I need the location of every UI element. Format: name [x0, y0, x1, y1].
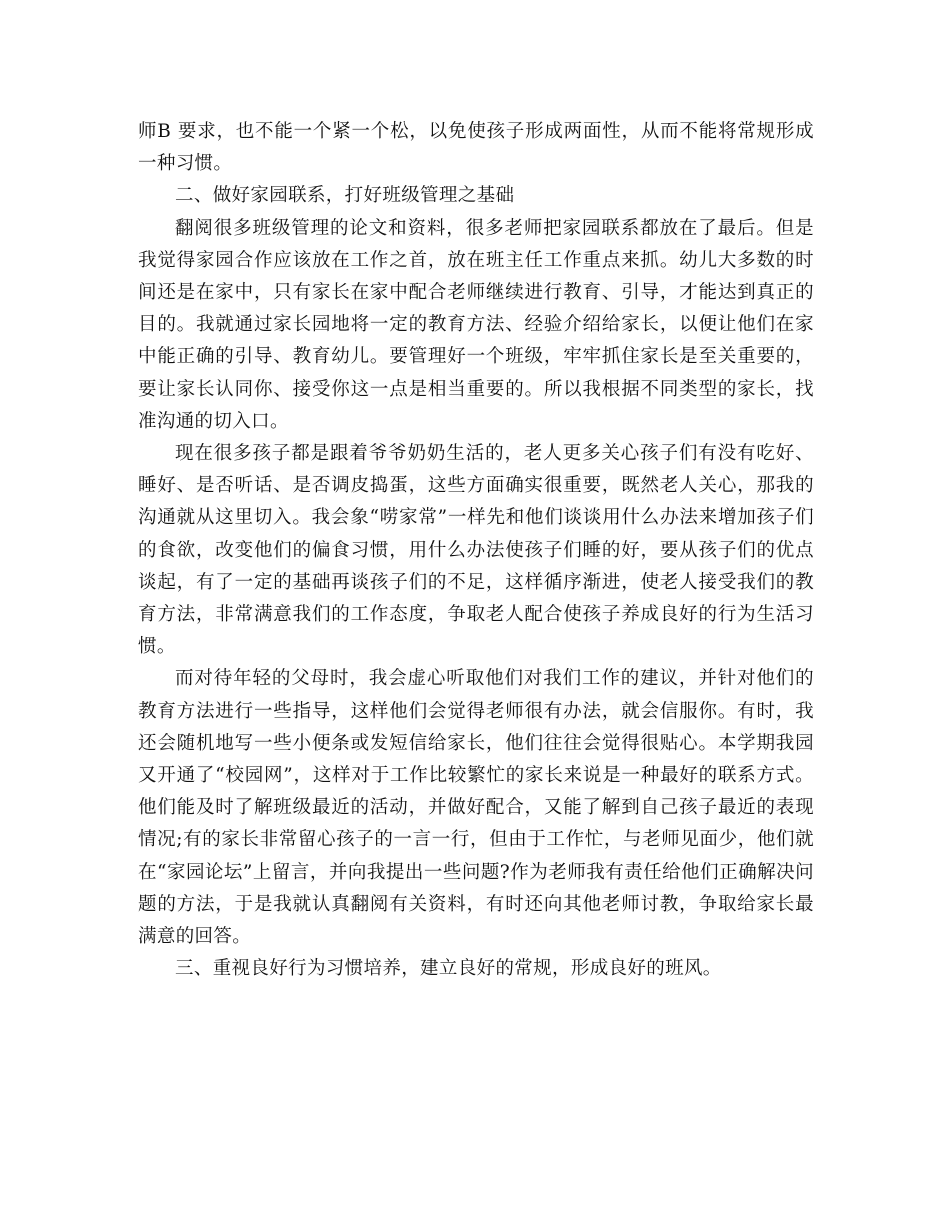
body-paragraph-2: 现在很多孩子都是跟着爷爷奶奶生活的，老人更多关心孩子们有没有吃好、睡好、是否听话、是否调皮捣蛋，这些方面确实很重要，既然老人关心，那我的沟通就从这里切入。我会象“唠家常”一样先和他们谈谈用什么办法来增加孩子们的食欲，改变他们的偏食习惯，用什么办法使孩子们睡的好，要从孩子们的优点谈起，有了一定的基础再谈孩子们的不足，这样循序渐进，使老人接受我们的教育方法，非常满意我们的工作态度，争取老人配合使孩子养成良好的行为生活习惯。: [138, 443, 814, 658]
body-paragraph-1: 翻阅很多班级管理的论文和资料，很多老师把家园联系都放在了最后。但是我觉得家园合作应该放在工作之首，放在班主任工作重点来抓。幼儿大多数的时间还是在家中，只有家长在家中配合老师继续进行教育、引导，才能达到真正的目的。我就通过家长园地将一定的教育方法、经验介绍给家长，以便让他们在家中能正确的引导、教育幼儿。要管理好一个班级，牢牢抓住家长是至关重要的，要让家长认同你、接受你这一点是相当重要的。所以我根据不同类型的家长，找准沟通的切入口。: [138, 217, 814, 432]
section-heading-2: 二、做好家园联系，打好班级管理之基础: [175, 185, 515, 207]
document-page: [138, 116, 814, 985]
body-paragraph-3: 而对待年轻的父母时，我会虚心听取他们对我们工作的建议，并针对他们的教育方法进行一些指导，这样他们会觉得老师很有办法，就会信服你。有时，我还会随机地写一些小便条或发短信给家长，他们往往会觉得很贴心。本学期我园又开通了“校园网”，这样对于工作比较繁忙的家长来说是一种最好的联系方式。他们能及时了解班级最近的活动，并做好配合，又能了解到自己孩子最近的表现情况;有的家长非常留心孩子的一言一行，但由于工作忙，与老师见面少，他们就在“家园论坛”上留言，并向我提出一些问题?作为老师我有责任给他们正确解决问题的方法，于是我就认真翻阅有关资料，有时还向其他老师讨教，争取给家长最满意的回答。: [138, 668, 814, 948]
section-heading-3: 三、重视良好行为习惯培养，建立良好的常规，形成良好的班风。: [175, 958, 722, 980]
continuation-paragraph: 师B 要求，也不能一个紧一个松，以免使孩子形成两面性，从而不能将常规形成一种习惯。: [138, 121, 814, 175]
